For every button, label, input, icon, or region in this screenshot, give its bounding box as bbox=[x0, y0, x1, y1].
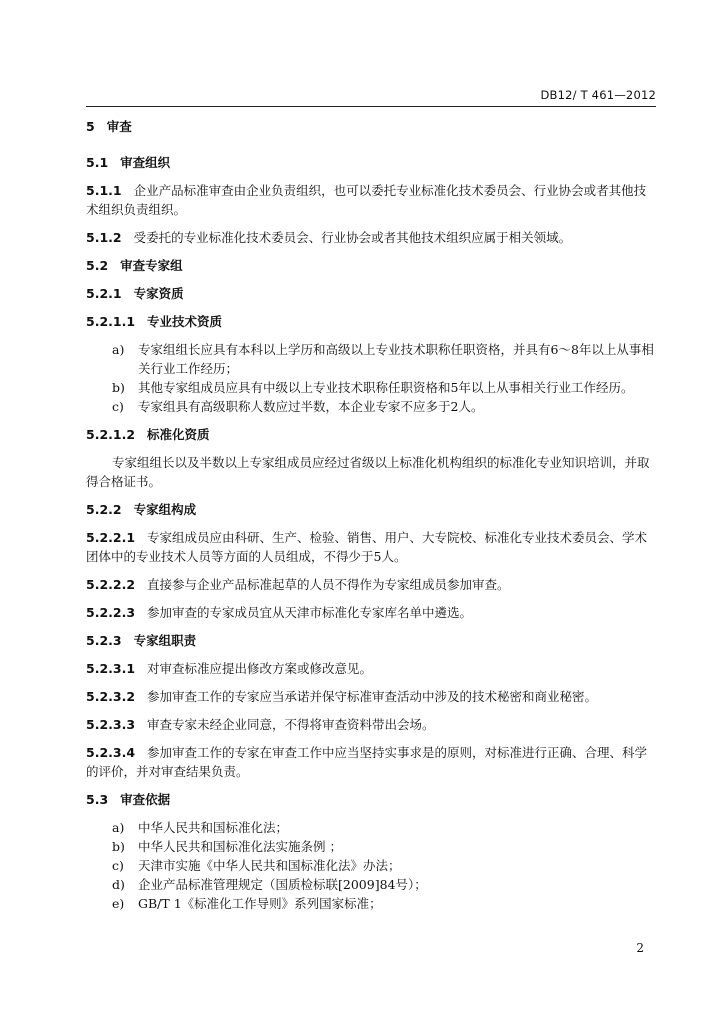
list-item bbox=[86, 894, 658, 913]
section-heading bbox=[86, 284, 658, 303]
section-title: 审查依据 bbox=[120, 792, 171, 807]
clause bbox=[86, 743, 658, 781]
section-heading bbox=[86, 631, 658, 650]
clause bbox=[86, 715, 658, 734]
list-label: b) bbox=[112, 839, 125, 854]
section-title: 专家资质 bbox=[133, 286, 184, 301]
section-heading bbox=[86, 256, 658, 275]
qualification-list bbox=[86, 340, 658, 416]
clause bbox=[86, 659, 658, 678]
clause-number: 5.1.1 bbox=[86, 183, 122, 198]
list-text: 其他专家组成员应具有中级以上专业技术职称任职资格和5年以上从事相关行业工作经历。 bbox=[138, 380, 634, 395]
section-title: 标准化资质 bbox=[147, 427, 210, 442]
clause-text: 专家组成员应由科研、生产、检验、销售、用户、大专院校、标准化专业技术委员会、学术团体中的专业技术人员等方面的人员组成，不得少于5人。 bbox=[86, 530, 648, 564]
clause-number: 5.2.3.4 bbox=[86, 745, 136, 760]
section-number: 5.2.2 bbox=[86, 502, 122, 517]
list-text: 企业产品标准管理规定（国质检标联[2009]84号）； bbox=[138, 877, 427, 892]
section-heading bbox=[86, 153, 658, 172]
section-title: 审查组织 bbox=[120, 155, 171, 170]
clause-number: 5.2.2.1 bbox=[86, 530, 136, 545]
clause bbox=[86, 228, 658, 247]
list-item bbox=[86, 856, 658, 875]
basis-list bbox=[86, 818, 658, 913]
section-heading bbox=[86, 790, 658, 809]
document-code: DB12/ T 461—2012 bbox=[540, 88, 656, 102]
section-title: 专业技术资质 bbox=[147, 314, 223, 329]
section-number: 5 bbox=[86, 119, 95, 134]
clause-number: 5.2.2.2 bbox=[86, 577, 136, 592]
list-text: 中华人民共和国标准化法实施条例 ； bbox=[138, 839, 342, 854]
section-number: 5.3 bbox=[86, 792, 109, 807]
page-number: 2 bbox=[636, 941, 644, 955]
clause-number: 5.2.2.3 bbox=[86, 605, 136, 620]
section-number: 5.2.1.1 bbox=[86, 314, 136, 329]
list-item bbox=[86, 340, 658, 378]
list-text: 专家组组长应具有本科以上学历和高级以上专业技术职称任职资格，并具有6～8年以上从事相关行业工作经历； bbox=[138, 342, 654, 376]
clause-number: 5.1.2 bbox=[86, 230, 122, 245]
list-text: 中华人民共和国标准化法； bbox=[138, 820, 289, 835]
list-item bbox=[86, 397, 658, 416]
list-item bbox=[86, 837, 658, 856]
clause-text: 参加审查工作的专家在审查工作中应当坚持实事求是的原则，对标准进行正确、合理、科学的评价，并对审查结果负责。 bbox=[86, 745, 648, 779]
list-item bbox=[86, 875, 658, 894]
section-number: 5.2.3 bbox=[86, 633, 122, 648]
clause-text: 受委托的专业标准化技术委员会、行业协会或者其他技术组织应属于相关领域。 bbox=[133, 230, 572, 245]
clause-text: 参加审查工作的专家应当承诺并保守标准审查活动中涉及的技术秘密和商业秘密。 bbox=[147, 689, 598, 704]
section-title: 专家组构成 bbox=[133, 502, 197, 517]
list-label: c) bbox=[112, 858, 124, 873]
clause-text: 参加审查的专家成员宜从天津市标准化专家库名单中遴选。 bbox=[147, 605, 473, 620]
list-item bbox=[86, 818, 658, 837]
clause-text: 对审查标准应提出修改方案或修改意见。 bbox=[147, 661, 373, 676]
header-rule bbox=[86, 106, 656, 107]
section-heading bbox=[86, 117, 658, 136]
list-label: d) bbox=[112, 877, 125, 892]
section-number: 5.1 bbox=[86, 155, 109, 170]
clause-text: 审查专家未经企业同意，不得将审查资料带出会场。 bbox=[147, 717, 435, 732]
clause bbox=[86, 528, 658, 566]
document-body bbox=[86, 117, 658, 913]
clause-text: 企业产品标准审查由企业负责组织，也可以委托专业标准化技术委员会、行业协会或者其他技术组织负责组织。 bbox=[86, 183, 647, 217]
paragraph: 专家组组长以及半数以上专家组成员应经过省级以上标准化机构组织的标准化专业知识培训，并取得合格证书。 bbox=[86, 455, 650, 489]
section-title: 专家组职责 bbox=[133, 633, 197, 648]
list-item bbox=[86, 378, 658, 397]
section-heading bbox=[86, 500, 658, 519]
clause bbox=[86, 181, 658, 219]
list-label: a) bbox=[112, 342, 125, 357]
clause-number: 5.2.3.1 bbox=[86, 661, 136, 676]
section-number: 5.2 bbox=[86, 258, 109, 273]
clause-number: 5.2.3.3 bbox=[86, 717, 136, 732]
list-label: c) bbox=[112, 399, 124, 414]
section-number: 5.2.1 bbox=[86, 286, 122, 301]
section-title: 审查 bbox=[106, 119, 132, 134]
list-label: e) bbox=[112, 896, 125, 911]
list-text: GB/T 1《标准化工作导则》系列国家标准； bbox=[138, 896, 382, 911]
list-text: 天津市实施《中华人民共和国标准化法》办法； bbox=[138, 858, 401, 873]
section-heading bbox=[86, 425, 658, 444]
clause-text: 直接参与企业产品标准起草的人员不得作为专家组成员参加审查。 bbox=[147, 577, 510, 592]
list-label: b) bbox=[112, 380, 125, 395]
clause bbox=[86, 603, 658, 622]
clause bbox=[86, 687, 658, 706]
list-text: 专家组具有高级职称人数应过半数，本企业专家不应多于2人。 bbox=[138, 399, 484, 414]
clause bbox=[86, 575, 658, 594]
clause-number: 5.2.3.2 bbox=[86, 689, 136, 704]
section-heading bbox=[86, 312, 658, 331]
section-title: 审查专家组 bbox=[120, 258, 183, 273]
section-number: 5.2.1.2 bbox=[86, 427, 136, 442]
list-label: a) bbox=[112, 820, 125, 835]
